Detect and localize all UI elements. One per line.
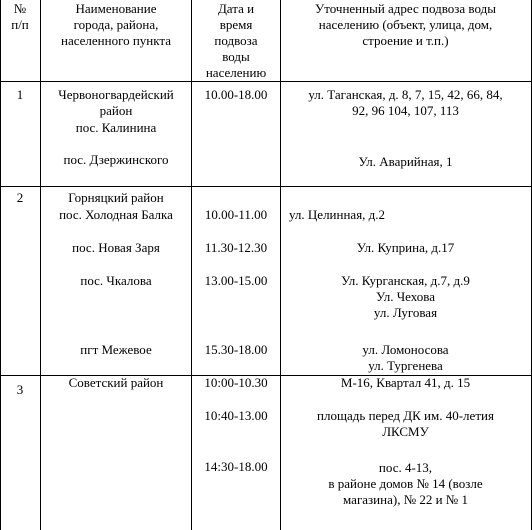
row-3-address-2: площадь перед ДК им. 40-летия ЛКСМУ [317, 408, 494, 439]
column-divider-3 [280, 0, 281, 530]
row-2-address-3: Ул. Курганская, д.7, д.9 Ул. Чехова ул. Луговая [341, 273, 470, 320]
row-3-time-2: 10:40-13.00 [204, 408, 268, 423]
row-2-place-4: пгт Межевое [80, 342, 152, 357]
row-2-time-2: 11.30-12.30 [204, 240, 268, 255]
row-1-place-2: пос. Дзержинского [63, 152, 169, 167]
row-2-district: Горняцкий район [68, 190, 164, 205]
row-3-address-3: пос. 4-13, в районе домов № 14 (возле магазина), № 22 и № 1 [328, 460, 483, 507]
header-name: Наименование города, района, населенного пункта [60, 1, 172, 48]
row-2-time-1: 10.00-11.00 [204, 207, 268, 222]
row-1-address-1: ул. Таганская, д. 8, 7, 15, 42, 66, 84, 92, 96 104, 107, 113 [308, 87, 503, 118]
row-1-time-1: 10.00-18.00 [204, 87, 268, 102]
header-time: Дата и время подвоза воды населению [205, 1, 267, 80]
row-1-district: Червоногвардейский район [58, 87, 174, 118]
row-3-district: Советский район [68, 375, 164, 390]
row-2-time-4: 15.30-18.00 [204, 342, 268, 357]
row-2-address-2: Ул. Куприна, д.17 [356, 240, 455, 255]
header-num: № п/п [11, 1, 29, 32]
row-2-place-1: пос. Холодная Балка [59, 207, 173, 222]
row-1-num: 1 [16, 87, 24, 102]
table-border-left [0, 0, 1, 530]
row-divider-1 [0, 186, 532, 187]
row-3-time-1: 10:00-10.30 [204, 375, 268, 390]
header-divider [0, 81, 532, 82]
row-1-address-2: Ул. Аварийная, 1 [358, 154, 453, 169]
row-2-address-4: ул. Ломоносова ул. Тургенева [362, 342, 449, 373]
column-divider-2 [191, 0, 192, 530]
row-1-place-1: пос. Калинина [75, 120, 157, 135]
row-3-time-3: 14:30-18.00 [204, 459, 268, 474]
row-2-num: 2 [16, 190, 24, 205]
row-2-place-3: пос. Чкалова [80, 273, 152, 288]
row-3-num: 3 [16, 382, 24, 397]
column-divider-1 [40, 0, 41, 530]
row-2-time-3: 13.00-15.00 [204, 273, 268, 288]
row-3-address-1: М-16, Квартал 41, д. 15 [340, 375, 471, 390]
row-2-place-2: пос. Новая Заря [72, 240, 160, 255]
header-address: Уточненный адрес подвоза воды населению (объект, улица, дом, строение и т.п.) [315, 1, 496, 48]
row-2-address-1: ул. Целинная, д.2 [289, 207, 386, 222]
